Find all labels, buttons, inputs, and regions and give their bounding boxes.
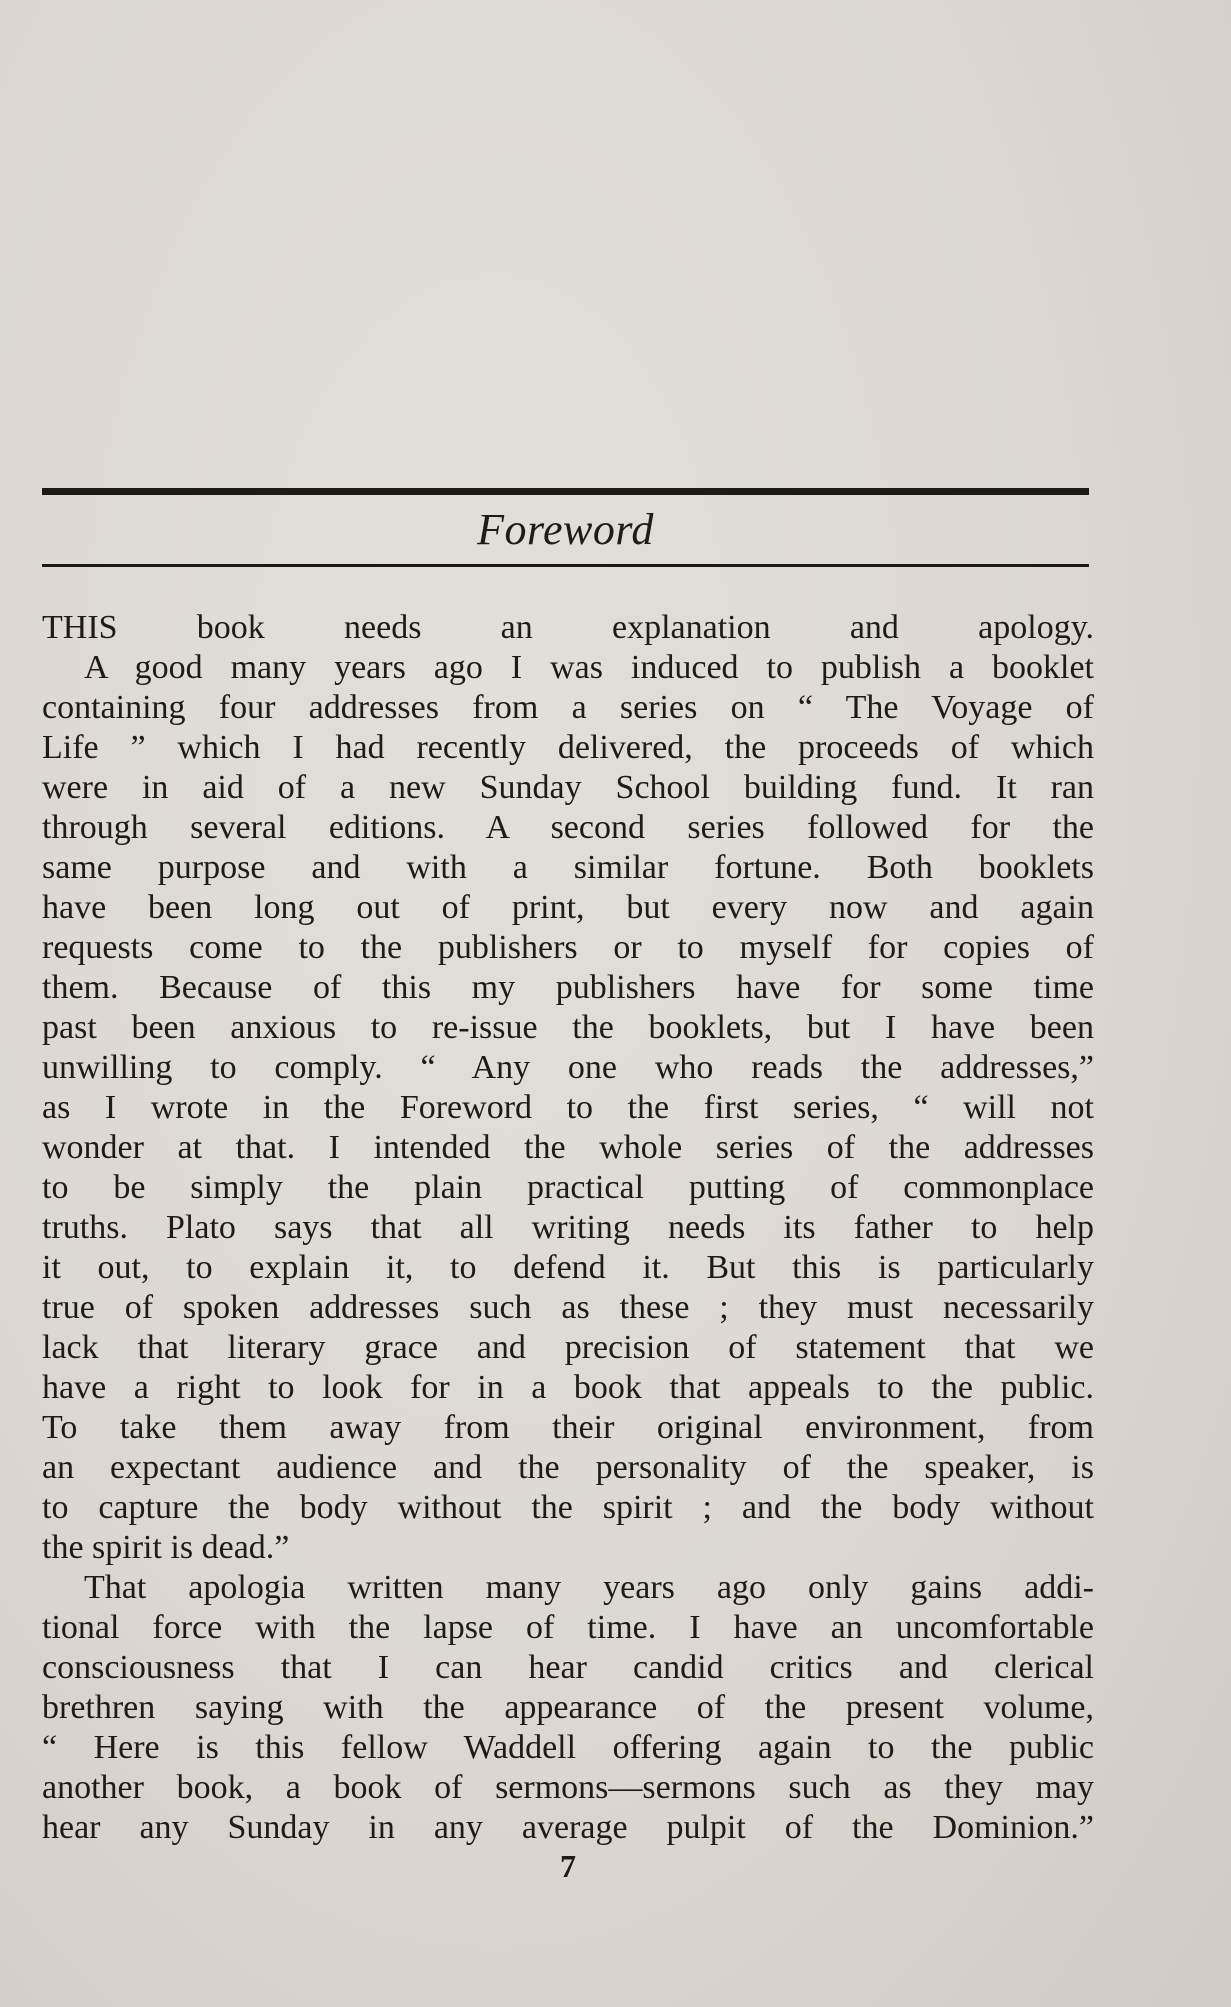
text-line: them. Because of this my publishers have for some time bbox=[42, 969, 1094, 1006]
text-line: past been anxious to re-issue the booklets, but I have been bbox=[42, 1009, 1094, 1046]
text-line: THIS book needs an explanation and apology. bbox=[42, 609, 1094, 646]
text-line: A good many years ago I was induced to publish a booklet bbox=[84, 649, 1094, 686]
text-line: hear any Sunday in any average pulpit of the Dominion.” bbox=[42, 1809, 1094, 1846]
heading-bottom-rule bbox=[42, 564, 1089, 567]
text-line: “ Here is this fellow Waddell offering again to the public bbox=[42, 1729, 1094, 1766]
text-line: requests come to the publishers or to myself for copies of bbox=[42, 929, 1094, 966]
text-line: as I wrote in the Foreword to the first series, “ will not bbox=[42, 1089, 1094, 1126]
text-line: the spirit is dead.” bbox=[42, 1529, 290, 1566]
text-line: same purpose and with a similar fortune. Both booklets bbox=[42, 849, 1094, 886]
text-line: to capture the body without the spirit ; and the body without bbox=[42, 1489, 1094, 1526]
text-line: wonder at that. I intended the whole series of the addresses bbox=[42, 1129, 1094, 1166]
text-line: containing four addresses from a series on “ The Voyage of bbox=[42, 689, 1094, 726]
text-line: an expectant audience and the personality of the speaker, is bbox=[42, 1449, 1094, 1486]
text-line: lack that literary grace and precision of statement that we bbox=[42, 1329, 1094, 1366]
text-line: unwilling to comply. “ Any one who reads the addresses,” bbox=[42, 1049, 1094, 1086]
text-line: have been long out of print, but every now and again bbox=[42, 889, 1094, 926]
chapter-heading: Foreword bbox=[477, 505, 654, 554]
text-line: brethren saying with the appearance of the present volume, bbox=[42, 1689, 1094, 1726]
text-line: Life ” which I had recently delivered, the proceeds of which bbox=[42, 729, 1094, 766]
text-line: To take them away from their original environment, from bbox=[42, 1409, 1094, 1446]
text-line: true of spoken addresses such as these ; they must necessarily bbox=[42, 1289, 1094, 1326]
text-line: consciousness that I can hear candid critics and clerical bbox=[42, 1649, 1094, 1686]
page-number: 7 bbox=[560, 1848, 576, 1884]
text-line: through several editions. A second series followed for the bbox=[42, 809, 1094, 846]
text-line: another book, a book of sermons—sermons such as they may bbox=[42, 1769, 1094, 1806]
text-line: were in aid of a new Sunday School building fund. It ran bbox=[42, 769, 1094, 806]
body-text bbox=[42, 608, 1094, 1848]
text-line: That apologia written many years ago only gains addi- bbox=[84, 1569, 1094, 1606]
heading-top-rule bbox=[42, 488, 1089, 495]
text-line: have a right to look for in a book that appeals to the public. bbox=[42, 1369, 1094, 1406]
text-line: tional force with the lapse of time. I have an uncomfortable bbox=[42, 1609, 1094, 1646]
text-line: it out, to explain it, to defend it. But this is particularly bbox=[42, 1249, 1094, 1286]
text-line: to be simply the plain practical putting of commonplace bbox=[42, 1169, 1094, 1206]
text-line: truths. Plato says that all writing needs its father to help bbox=[42, 1209, 1094, 1246]
